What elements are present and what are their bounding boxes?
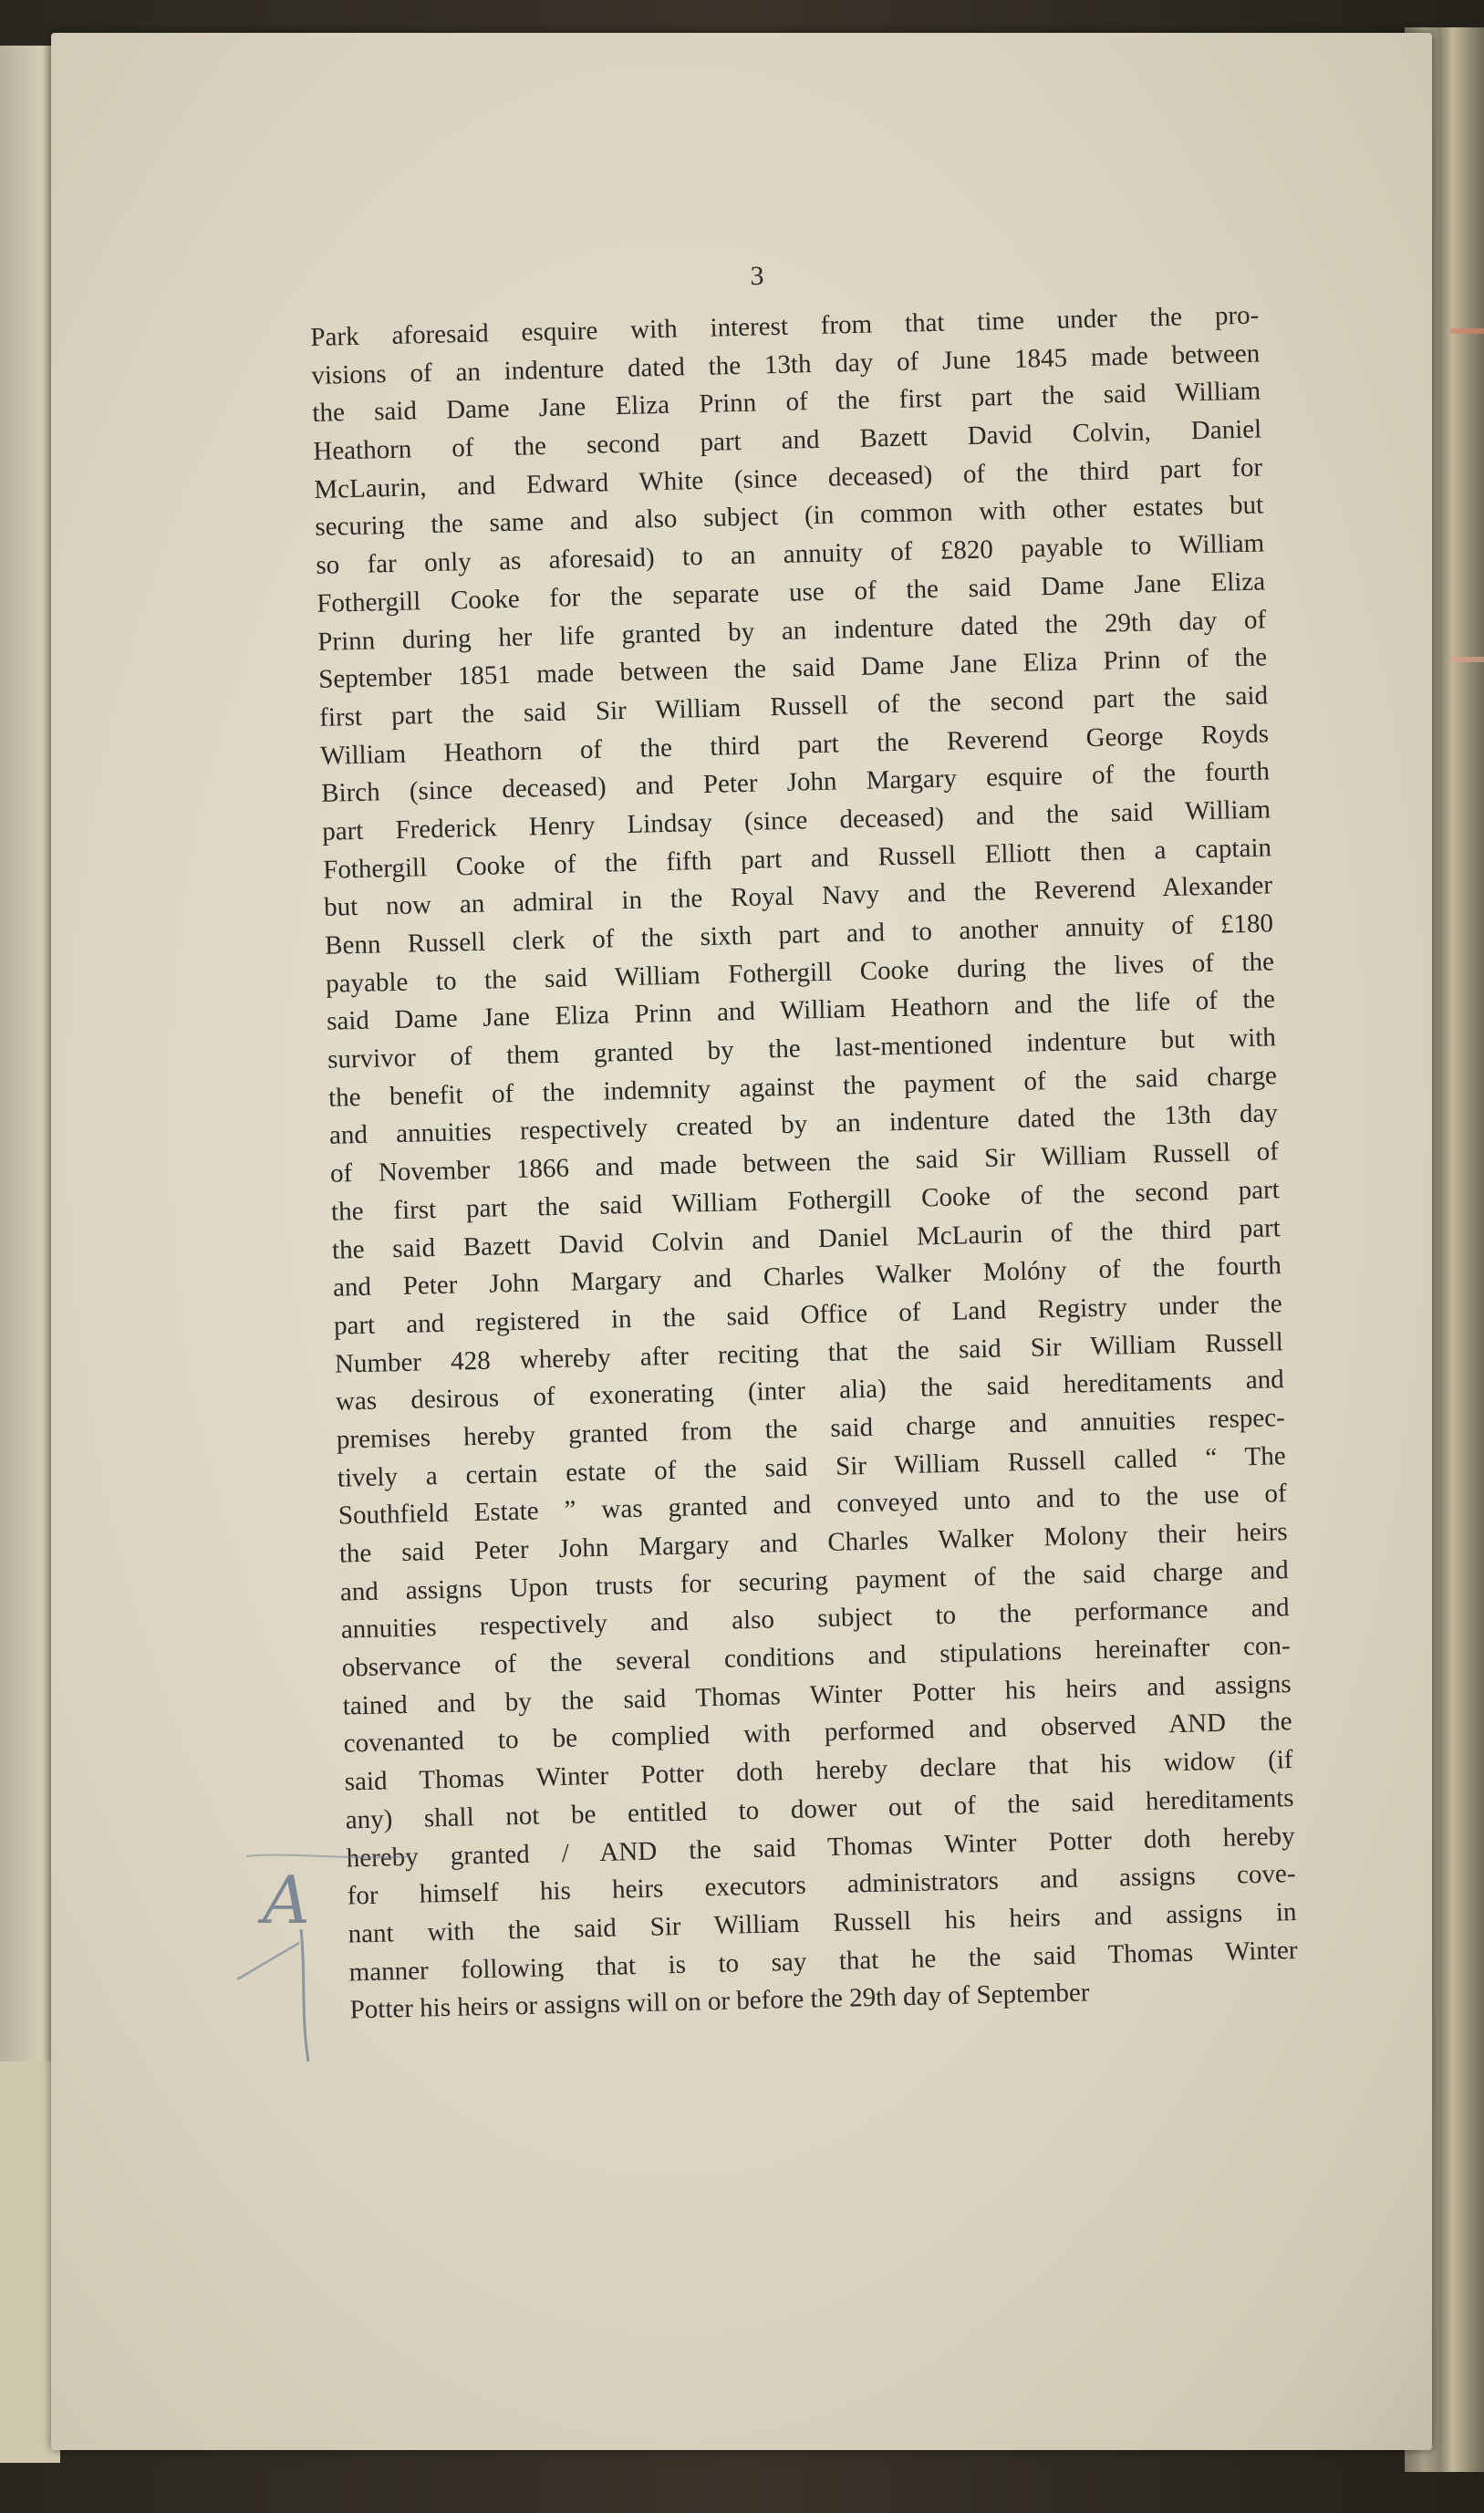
text-line: covenanted to be complied with performed and observed AND the [343, 1707, 1292, 1759]
text-line: premises hereby granted from the said charge and annuities respec- [336, 1403, 1286, 1455]
text-line: the first part the said William Fothergill Cooke of the second part [330, 1175, 1281, 1227]
text-line: William Heathorn of the third part the Reverend George Royds [319, 718, 1270, 771]
text-line: said Dame Jane Eliza Prinn and William Heathorn and the life of the [326, 984, 1276, 1037]
text-line: Birch (since deceased) and Peter John Margary esquire of the fourth [320, 756, 1271, 809]
text-line: nant with the said Sir William Russell his heirs and assigns in [348, 1896, 1297, 1949]
text-line: of November 1866 and made between the said Sir William Russell of [329, 1137, 1280, 1189]
text-line: observance of the several conditions and stipulations hereinafter con- [341, 1631, 1291, 1683]
text-line: Benn Russell clerk of the sixth part and to another annuity of £180 [324, 909, 1274, 961]
text-line: payable to the said William Fothergill Cooke during the lives of the [325, 946, 1275, 999]
text-line: Number 428 whereby after reciting that the said Sir William Russell [334, 1326, 1284, 1379]
text-line: was desirous of exonerating (inter alia) the said hereditaments and [335, 1365, 1285, 1417]
text-line: and Peter John Margary and Charles Walker Molóny of the fourth [332, 1251, 1282, 1303]
text-line: tively a certain estate of the said Sir William Russell called “ The [337, 1440, 1287, 1493]
text-line: so far only as aforesaid) to an annuity of £820 payable to William [315, 528, 1265, 581]
text-line: Park aforesaid esquire with interest from that time under the pro- [310, 300, 1260, 352]
text-line: tained and by the said Thomas Winter Potter his heirs and assigns [342, 1668, 1292, 1721]
annotation-stroke [301, 1929, 308, 2061]
text-line: and assigns Upon trusts for securing payment of the said charge and [339, 1554, 1289, 1607]
annotation-stroke [246, 1855, 410, 1858]
text-line: Fothergill Cooke for the separate use of the said Dame Jane Eliza [316, 566, 1266, 618]
page-tab-marker [1450, 328, 1484, 334]
text-line: any) shall not be entitled to dower out of the said hereditaments [345, 1782, 1294, 1835]
text-line: Fothergill Cooke of the fifth part and Russell Elliott then a captain [322, 832, 1272, 885]
page-tab-marker [1450, 657, 1484, 662]
text-line: part Frederick Henry Lindsay (since deceased) and the said William [321, 794, 1271, 846]
text-line: first part the said Sir William Russell of the second part the said [318, 680, 1269, 732]
text-line: McLaurin, and Edward White (since deceased) of the third part for [314, 452, 1263, 504]
text-line: visions of an indenture dated the 13th day of June 1845 made between [311, 338, 1261, 390]
handwritten-margin-annotation [210, 1815, 429, 2071]
text-line: but now an admiral in the Royal Navy and the Reverend Alexander [323, 870, 1273, 923]
text-line: annuities respectively and also subject to the performance and [340, 1593, 1290, 1645]
page-number: 3 [750, 261, 764, 291]
document-body-text [310, 296, 1299, 2030]
text-line: Prinn during her life granted by an indenture dated the 29th day of [317, 604, 1267, 657]
text-line: hereby granted / AND the said Thomas Winter Potter doth hereby [346, 1821, 1295, 1874]
text-line: Southfield Estate ” was granted and conveyed unto and to the use of [337, 1479, 1288, 1531]
text-line: Potter his heirs or assigns will on or before the 29th day of September [349, 1978, 1090, 2025]
text-line: part and registered in the said Office of Land Registry under the [333, 1289, 1283, 1341]
text-line: survivor of them granted by the last-mentioned indenture but with [327, 1023, 1277, 1075]
text-line: the said Peter John Margary and Charles Walker Molony their heirs [338, 1517, 1288, 1569]
text-line: September 1851 made between the said Dame Jane Eliza Prinn of the [317, 642, 1268, 695]
annotation-stroke [237, 1943, 299, 1979]
text-line: for himself his heirs executors administrators and assigns cove- [347, 1859, 1296, 1911]
text-line: manner following that is to say that he the said Thomas Winter [348, 1935, 1298, 1988]
text-line: securing the same and also subject (in common with other estates but [315, 490, 1264, 543]
text-line: the said Bazett David Colvin and Daniel McLaurin of the third part [331, 1212, 1282, 1265]
text-line: the benefit of the indemnity against the payment of the said charge [327, 1061, 1278, 1113]
margin-annotation-letter: A [263, 1862, 310, 1938]
text-line: and annuities respectively created by an indenture dated the 13th day [328, 1098, 1279, 1151]
text-line: the said Dame Jane Eliza Prinn of the first part the said William [312, 376, 1261, 429]
text-line: said Thomas Winter Potter doth hereby declare that his widow (if [344, 1745, 1293, 1797]
text-line: Heathorn of the second part and Bazett David Colvin, Daniel [313, 414, 1262, 467]
